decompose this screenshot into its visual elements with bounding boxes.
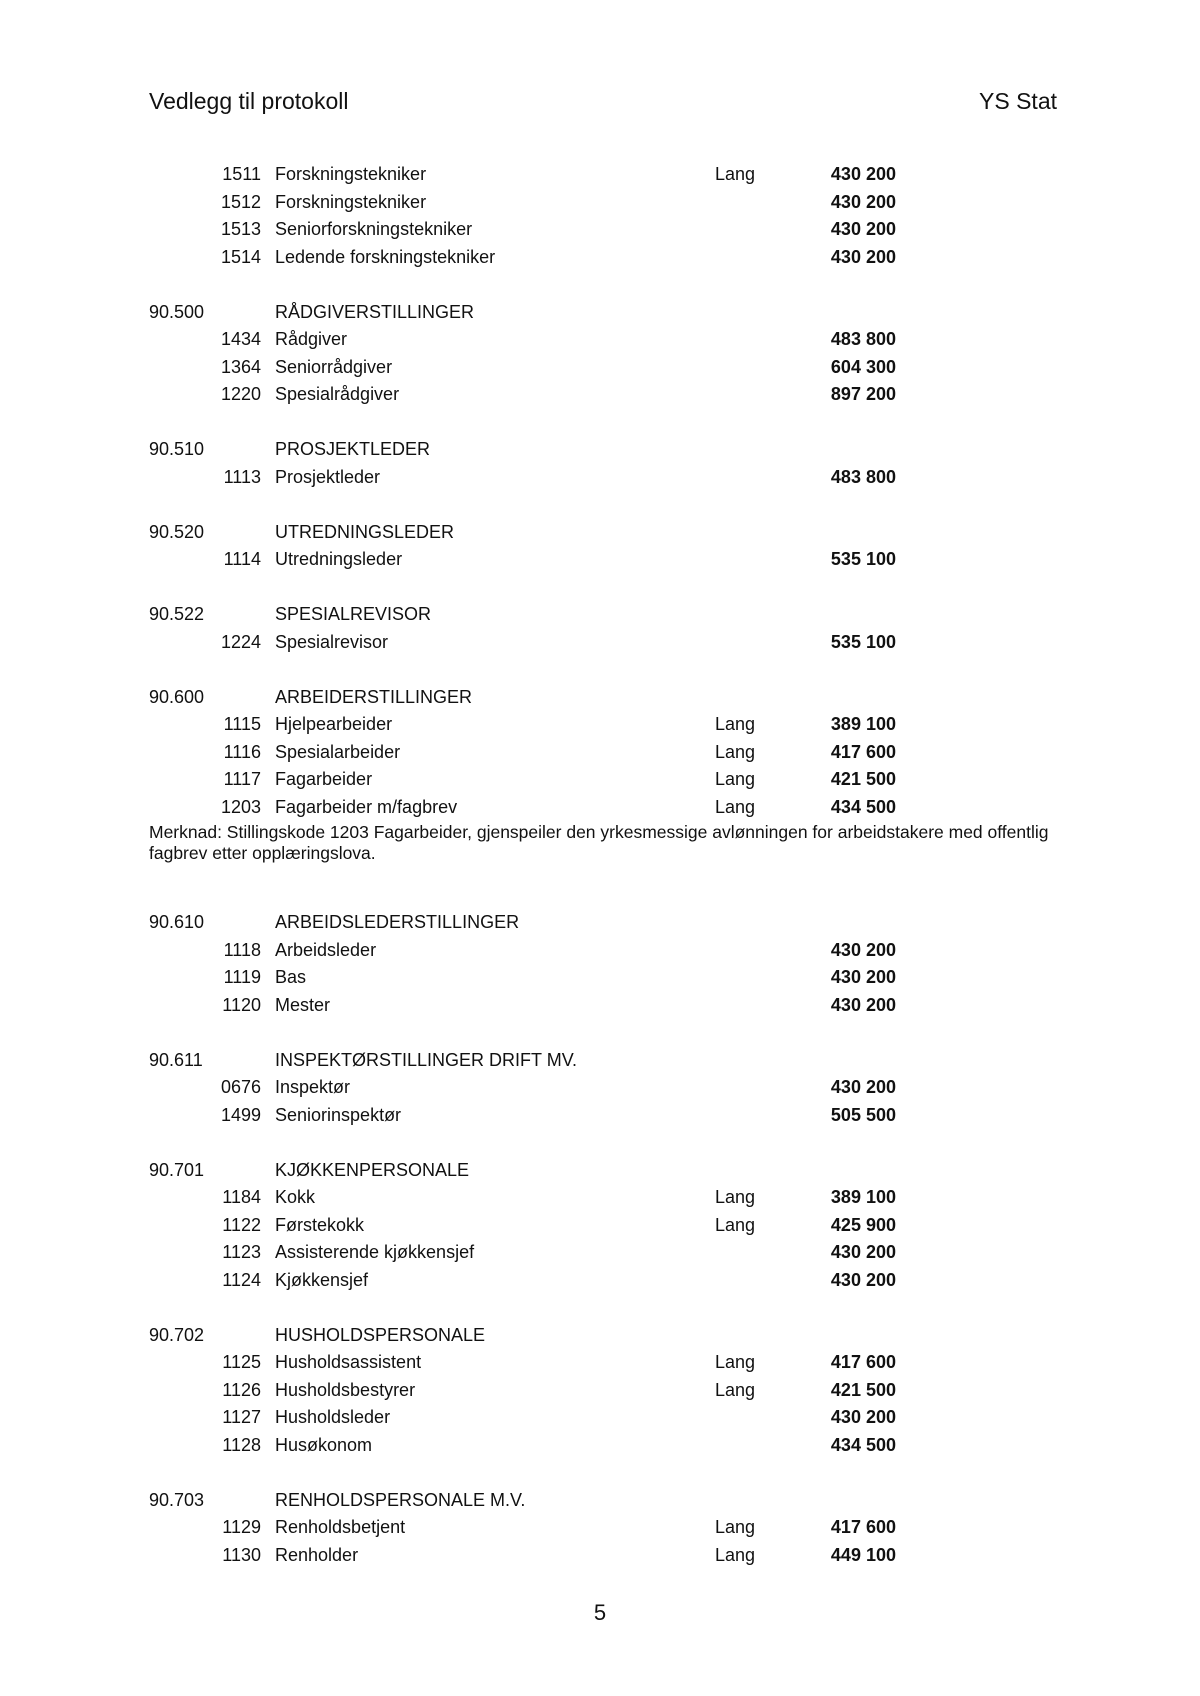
position-code: 1119 [223,967,261,987]
position-group [149,161,1059,271]
position-code: 1220 [220,384,261,404]
salary-amount: 449 100 [830,1544,896,1565]
position-code: 1512 [220,191,261,212]
position-row [149,739,1059,767]
position-code: 1130 [222,1544,261,1565]
position-row [149,937,1059,965]
position-name: Bas [275,967,307,987]
position-row [149,1349,1059,1377]
position-name: Førstekokk [275,1214,365,1235]
position-code: 1514 [220,246,261,267]
page-number: 5 [593,1600,607,1625]
position-row [149,1239,1059,1267]
salary-amount: 430 200 [830,1242,896,1262]
salary-amount: 483 800 [830,466,896,487]
group-header [149,519,1059,547]
page-header [149,88,1057,118]
position-row [149,992,1059,1020]
group-note: Merknad: Stillingskode 1203 Fagarbeider, gjenspeiler den yrkesmessige avlønningen for arbeidstakere med offentlig fagbrev etter opplæringslova. [149,822,1049,863]
group-code: 90.703 [149,1489,205,1510]
position-name: Spesialrådgiver [275,384,400,404]
position-code: 1513 [220,219,261,239]
position-row [149,464,1059,492]
ladder-type: Lang [715,1187,756,1207]
position-row [149,766,1059,794]
position-code: 1115 [223,714,261,734]
salary-amount: 505 500 [830,1104,896,1125]
position-name: Kokk [275,1187,316,1207]
position-code: 1116 [223,741,261,762]
salary-amount: 535 100 [830,631,896,652]
position-row [149,1102,1059,1130]
position-row [149,629,1059,657]
position-name: Rådgiver [275,329,348,349]
position-name: Spesialarbeider [275,741,401,762]
position-name: Fagarbeider m/fagbrev [275,796,458,817]
salary-amount: 897 200 [830,384,896,404]
ladder-type: Lang [715,741,756,762]
position-row [149,1267,1059,1295]
position-code: 1129 [222,1517,261,1537]
position-code: 1122 [222,1214,261,1235]
position-code: 1434 [220,329,261,349]
position-name: Renholder [275,1544,359,1565]
position-row [149,189,1059,217]
group-code: 90.522 [149,604,205,624]
group-code: 90.510 [149,439,205,459]
salary-table [149,161,1059,1597]
position-code: 1224 [220,631,261,652]
group-header [149,436,1059,464]
position-row [149,1432,1059,1460]
position-group [149,299,1059,409]
group-title: RÅDGIVERSTILLINGER [275,301,475,322]
position-code: 1127 [222,1407,261,1427]
salary-amount: 417 600 [830,1517,896,1537]
position-row [149,244,1059,272]
position-name: Prosjektleder [275,466,381,487]
position-group [149,1157,1059,1295]
ladder-type: Lang [715,714,756,734]
group-code: 90.600 [149,686,205,707]
position-group [149,519,1059,574]
position-code: 1128 [222,1434,261,1455]
ladder-type: Lang [715,769,756,789]
position-name: Ledende forskningstekniker [275,246,496,267]
position-row [149,326,1059,354]
position-code: 1203 [220,796,261,817]
group-title: UTREDNINGSLEDER [275,521,455,542]
salary-amount: 417 600 [830,741,896,762]
position-name: Husholdsbestyrer [275,1379,416,1400]
position-row [149,546,1059,574]
position-name: Assisterende kjøkkensjef [275,1242,475,1262]
position-group [149,1487,1059,1570]
group-header [149,299,1059,327]
position-name: Renholdsbetjent [275,1517,406,1537]
salary-amount: 430 200 [830,1077,896,1097]
position-group [149,601,1059,656]
position-name: Husholdsleder [275,1407,391,1427]
group-title: ARBEIDSLEDERSTILLINGER [275,912,520,932]
salary-amount: 430 200 [830,967,896,987]
ladder-type: Lang [715,796,756,817]
group-header [149,601,1059,629]
position-row [149,216,1059,244]
position-code: 1123 [222,1242,261,1262]
group-title: INSPEKTØRSTILLINGER DRIFT MV. [275,1049,578,1070]
group-code: 90.520 [149,521,205,542]
ladder-type: Lang [715,1379,756,1400]
position-name: Husholdsassistent [275,1352,422,1372]
salary-amount: 389 100 [830,1187,896,1207]
position-row [149,1404,1059,1432]
salary-amount: 430 200 [830,1269,896,1290]
position-group [149,909,1059,1019]
position-name: Utredningsleder [275,549,403,569]
group-code: 90.702 [149,1324,205,1345]
document-title: Vedlegg til protokoll [149,88,349,114]
position-code: 0676 [220,1077,261,1097]
position-name: Fagarbeider [275,769,373,789]
position-name: Forskningstekniker [275,191,427,212]
position-name: Kjøkkensjef [275,1269,369,1290]
salary-amount: 421 500 [830,769,896,789]
group-title: HUSHOLDSPERSONALE [275,1324,486,1345]
group-code: 90.610 [149,912,205,932]
position-code: 1114 [223,549,261,569]
position-name: Husøkonom [275,1434,373,1455]
position-row [149,161,1059,189]
position-row [149,964,1059,992]
salary-amount: 430 200 [830,191,896,212]
ladder-type: Lang [715,1517,756,1537]
position-name: Seniorinspektør [275,1104,402,1125]
position-name: Arbeidsleder [275,939,377,960]
position-code: 1126 [222,1379,261,1400]
salary-amount: 430 200 [830,246,896,267]
position-row [149,1184,1059,1212]
position-code: 1511 [222,164,261,184]
salary-amount: 483 800 [830,329,896,349]
salary-amount: 434 500 [830,796,896,817]
ladder-type: Lang [715,1352,756,1372]
group-header [149,1157,1059,1185]
group-title: KJØKKENPERSONALE [275,1159,470,1180]
group-header [149,909,1059,937]
position-row [149,711,1059,739]
position-group [149,684,1059,822]
position-group [149,1047,1059,1130]
salary-amount: 430 200 [830,1407,896,1427]
position-group [149,436,1059,491]
salary-amount: 425 900 [830,1214,896,1235]
position-code: 1184 [222,1187,261,1207]
position-row [149,1542,1059,1570]
ladder-type: Lang [715,1544,756,1565]
salary-amount: 430 200 [830,994,896,1015]
organization-name: YS Stat [979,88,1057,114]
salary-amount: 417 600 [830,1352,896,1372]
position-code: 1120 [222,994,261,1015]
ladder-type: Lang [715,164,756,184]
position-name: Mester [275,994,331,1015]
position-row [149,1212,1059,1240]
position-name: Forskningstekniker [275,164,427,184]
salary-amount: 535 100 [830,549,896,569]
group-title: ARBEIDERSTILLINGER [275,686,473,707]
position-row [149,354,1059,382]
group-title: RENHOLDSPERSONALE M.V. [275,1489,526,1510]
group-header [149,1487,1059,1515]
position-row [149,381,1059,409]
group-header [149,684,1059,712]
position-code: 1499 [220,1104,261,1125]
group-header [149,1322,1059,1350]
salary-amount: 430 200 [830,939,896,960]
salary-amount: 604 300 [830,356,896,377]
salary-amount: 434 500 [830,1434,896,1455]
position-name: Spesialrevisor [275,631,389,652]
group-header [149,1047,1059,1075]
group-code: 90.611 [149,1049,203,1070]
salary-amount: 389 100 [830,714,896,734]
position-name: Seniorforskningstekniker [275,219,473,239]
position-name: Seniorrådgiver [275,356,393,377]
position-code: 1124 [222,1269,261,1290]
group-title: SPESIALREVISOR [275,604,432,624]
salary-amount: 430 200 [830,164,896,184]
position-group [149,1322,1059,1460]
position-row [149,794,1059,822]
position-row [149,1514,1059,1542]
position-code: 1125 [222,1352,261,1372]
group-code: 90.500 [149,301,205,322]
ladder-type: Lang [715,1214,756,1235]
salary-amount: 430 200 [830,219,896,239]
position-code: 1364 [220,356,261,377]
group-code: 90.701 [149,1159,205,1180]
position-name: Hjelpearbeider [275,714,393,734]
position-name: Inspektør [275,1077,351,1097]
position-code: 1118 [223,939,261,960]
position-row [149,1074,1059,1102]
position-code: 1117 [223,769,261,789]
group-title: PROSJEKTLEDER [275,439,431,459]
position-row [149,1377,1059,1405]
salary-amount: 421 500 [830,1379,896,1400]
position-code: 1113 [223,466,261,487]
